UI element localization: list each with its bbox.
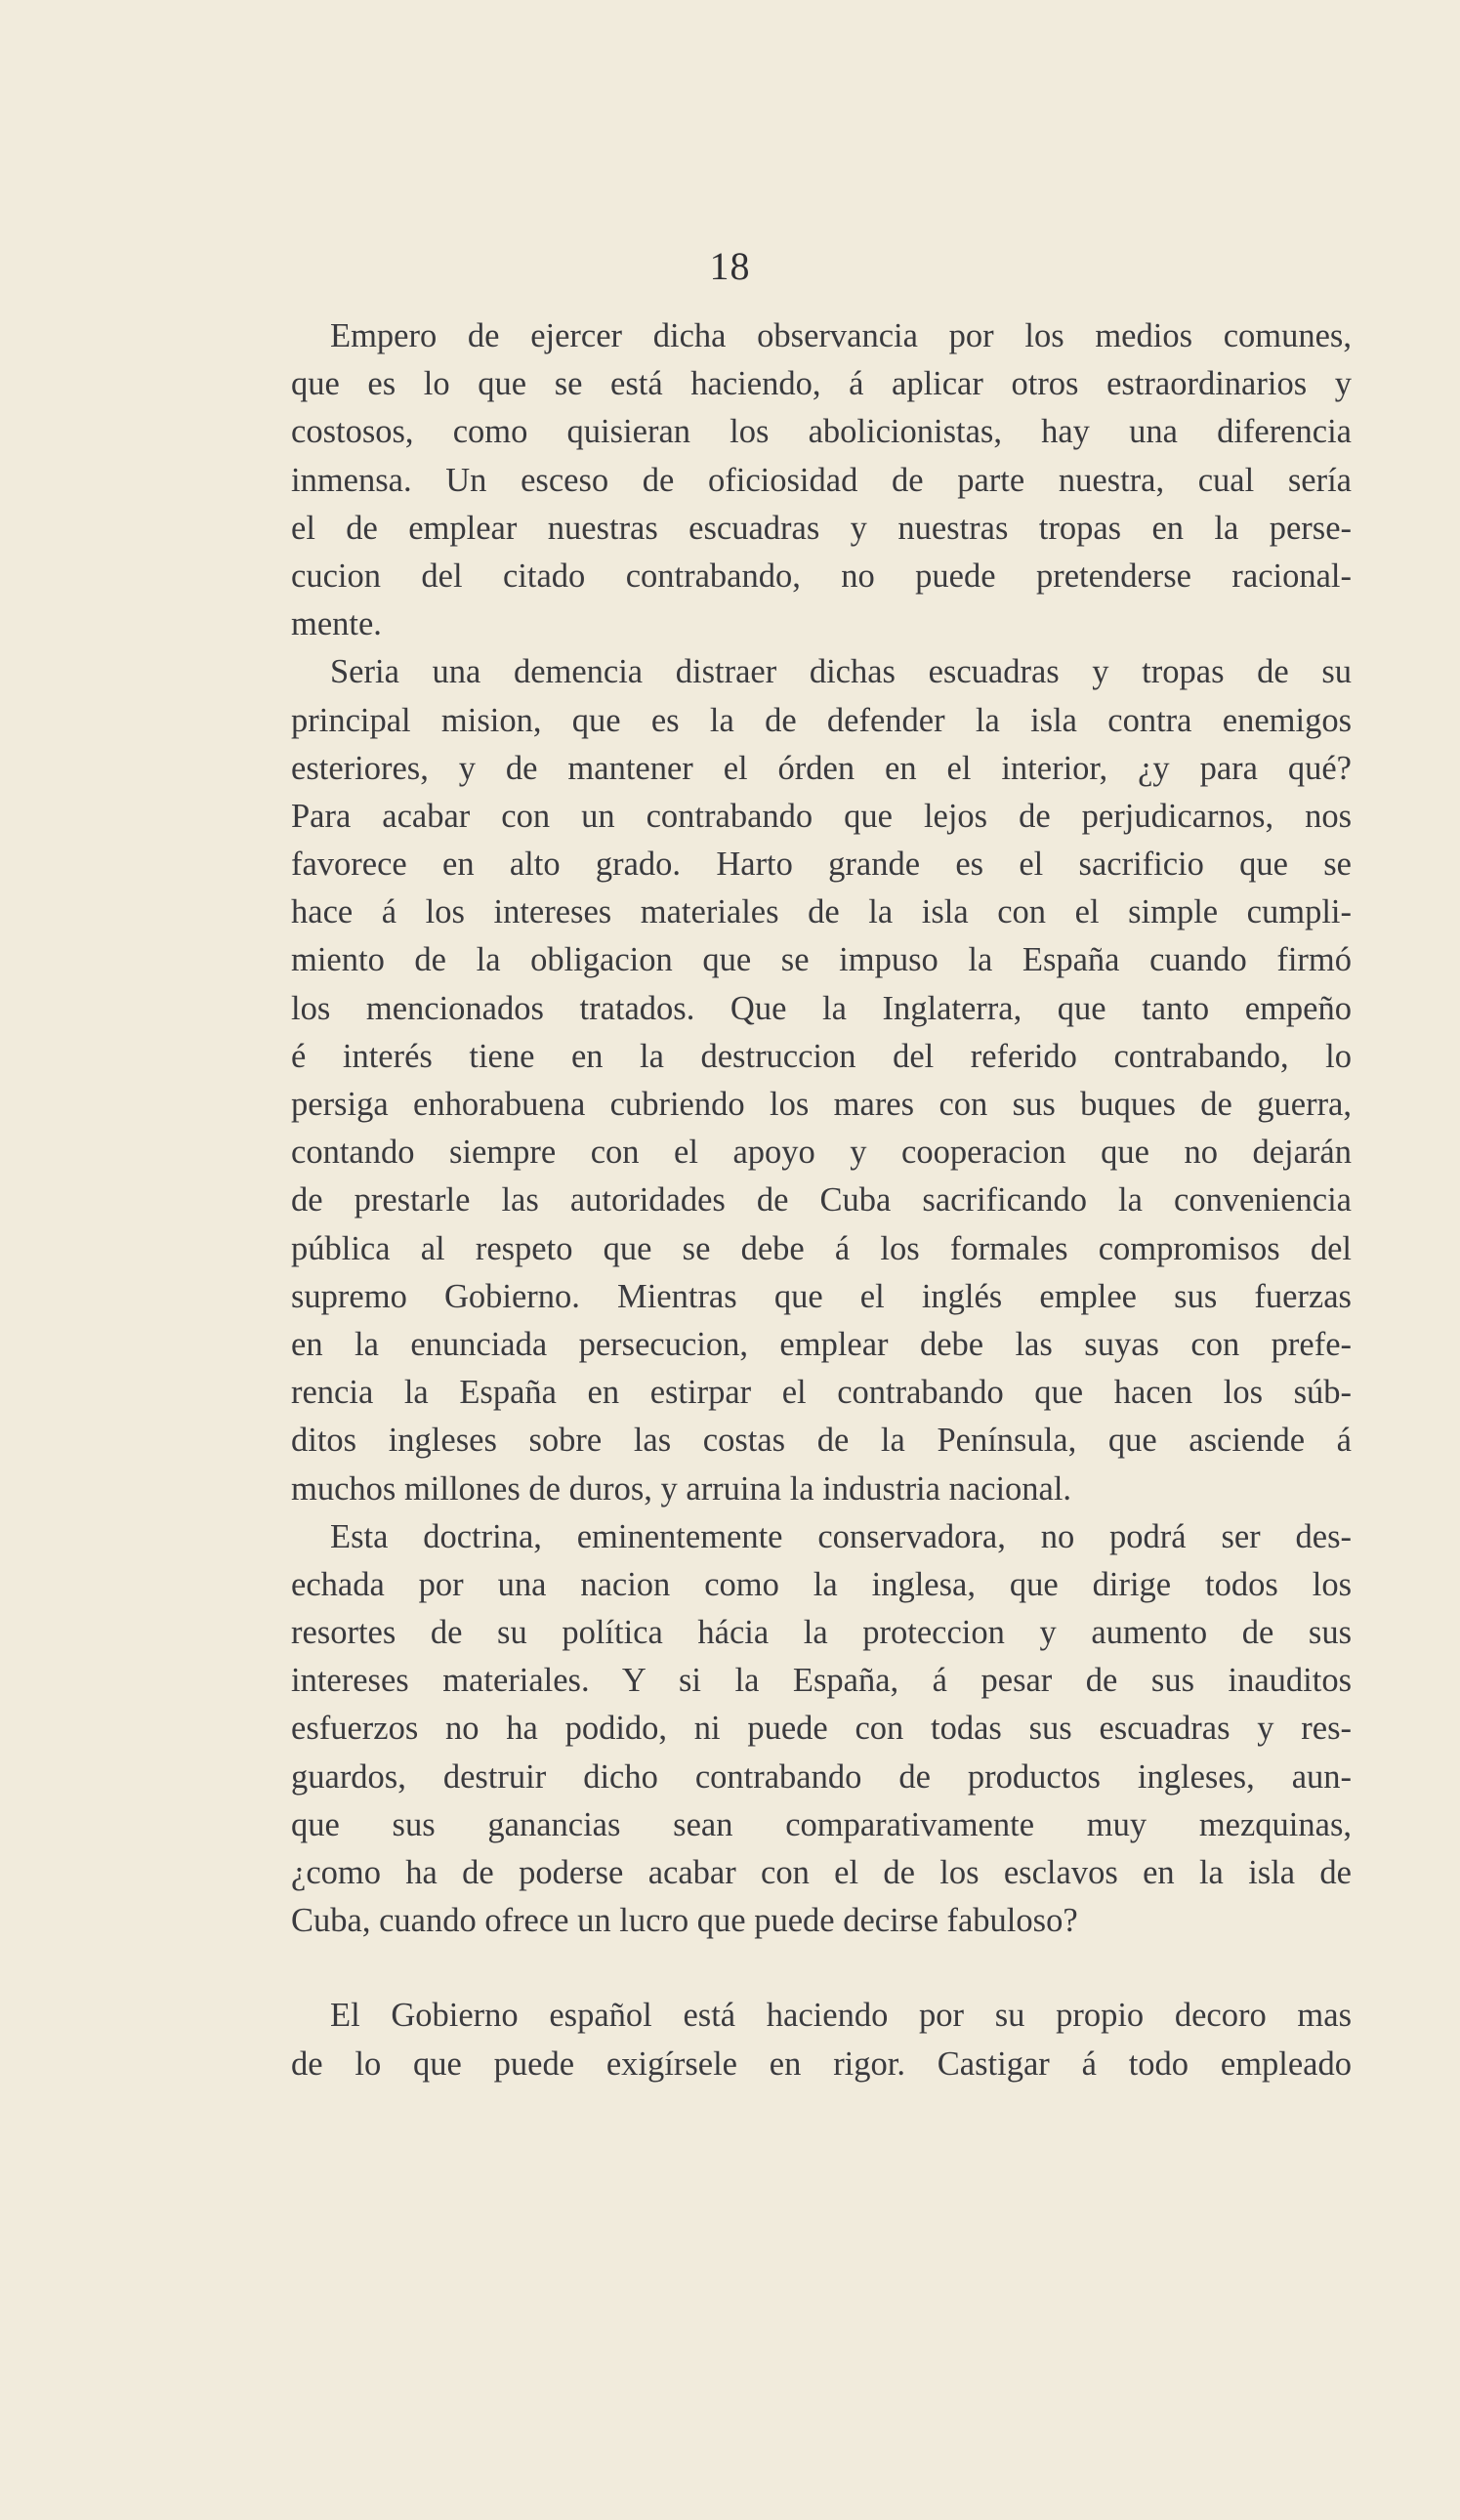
- page-number: 18: [709, 244, 751, 288]
- text-line: Esta doctrina, eminentemente conservadora, no podrá ser des-: [330, 1517, 1352, 1555]
- text-line: que sus ganancias sean comparativamente muy mezquinas,: [291, 1805, 1352, 1843]
- text-line: pública al respeto que se debe á los formales compromisos del: [291, 1229, 1352, 1267]
- text-line: muchos millones de duros, y arruina la industria nacional.: [291, 1469, 1072, 1508]
- text-line: costosos, como quisieran los abolicionistas, hay una diferencia: [291, 413, 1352, 451]
- text-line: contando siempre con el apoyo y cooperacion que no dejarán: [291, 1134, 1352, 1172]
- paragraph: [291, 648, 1352, 1512]
- text-line: cucion del citado contrabando, no puede pretenderse racional-: [291, 557, 1352, 595]
- text-line: ditos ingleses sobre las costas de la Península, que asciende á: [291, 1422, 1352, 1460]
- text-line: Empero de ejercer dicha observancia por los medios comunes,: [330, 317, 1352, 354]
- text-line: persiga enhorabuena cubriendo los mares con sus buques de guerra,: [291, 1086, 1352, 1123]
- text-line: de lo que puede exigírsele en rigor. Castigar á todo empleado: [291, 2045, 1352, 2083]
- body-text: [291, 312, 1352, 2088]
- text-line: intereses materiales. Y si la España, á pesar de sus inauditos: [291, 1662, 1352, 1700]
- text-line: que es lo que se está haciendo, á aplicar otros estraordinarios y: [291, 365, 1352, 403]
- text-line: ¿como ha de poderse acabar con el de los esclavos en la isla de: [291, 1854, 1352, 1891]
- paragraph-gap: [291, 1945, 1352, 1992]
- paragraph: [291, 312, 1352, 648]
- text-line: resortes de su política hácia la proteccion y aumento de sus: [291, 1614, 1352, 1652]
- text-line: Para acabar con un contrabando que lejos de perjudicarnos, nos: [291, 797, 1352, 835]
- text-line: mente.: [291, 605, 382, 643]
- text-line: los mencionados tratados. Que la Inglaterra, que tanto empeño: [291, 989, 1352, 1027]
- text-line: Cuba, cuando ofrece un lucro que puede decirse fabuloso?: [291, 1902, 1078, 1940]
- text-line: miento de la obligacion que se impuso la España cuando firmó: [291, 941, 1352, 979]
- text-line: favorece en alto grado. Harto grande es el sacrificio que se: [291, 846, 1352, 884]
- paragraph: [291, 1992, 1352, 2087]
- text-line: de prestarle las autoridades de Cuba sacrificando la conveniencia: [291, 1181, 1352, 1219]
- paragraph: [291, 1513, 1352, 1946]
- text-line: esfuerzos no ha podido, ni puede con todas sus escuadras y res-: [291, 1710, 1352, 1748]
- text-line: en la enunciada persecucion, emplear debe las suyas con prefe-: [291, 1325, 1352, 1363]
- text-line: inmensa. Un esceso de oficiosidad de parte nuestra, cual sería: [291, 461, 1352, 499]
- text-line: El Gobierno español está haciendo por su propio decoro mas: [330, 1997, 1352, 2035]
- text-line: hace á los intereses materiales de la isla con el simple cumpli-: [291, 893, 1352, 931]
- text-line: el de emplear nuestras escuadras y nuestras tropas en la perse-: [291, 509, 1352, 547]
- text-line: rencia la España en estirpar el contrabando que hacen los súb-: [291, 1374, 1352, 1412]
- text-line: echada por una nacion como la inglesa, que dirige todos los: [291, 1565, 1352, 1603]
- text-line: supremo Gobierno. Mientras que el inglés emplee sus fuerzas: [291, 1277, 1352, 1315]
- text-line: esteriores, y de mantener el órden en el interior, ¿y para qué?: [291, 749, 1352, 787]
- text-line: principal mision, que es la de defender la isla contra enemigos: [291, 701, 1352, 739]
- text-line: é interés tiene en la destruccion del referido contrabando, lo: [291, 1037, 1352, 1075]
- text-line: Seria una demencia distraer dichas escuadras y tropas de su: [330, 653, 1352, 691]
- text-line: guardos, destruir dicho contrabando de productos ingleses, aun-: [291, 1757, 1352, 1796]
